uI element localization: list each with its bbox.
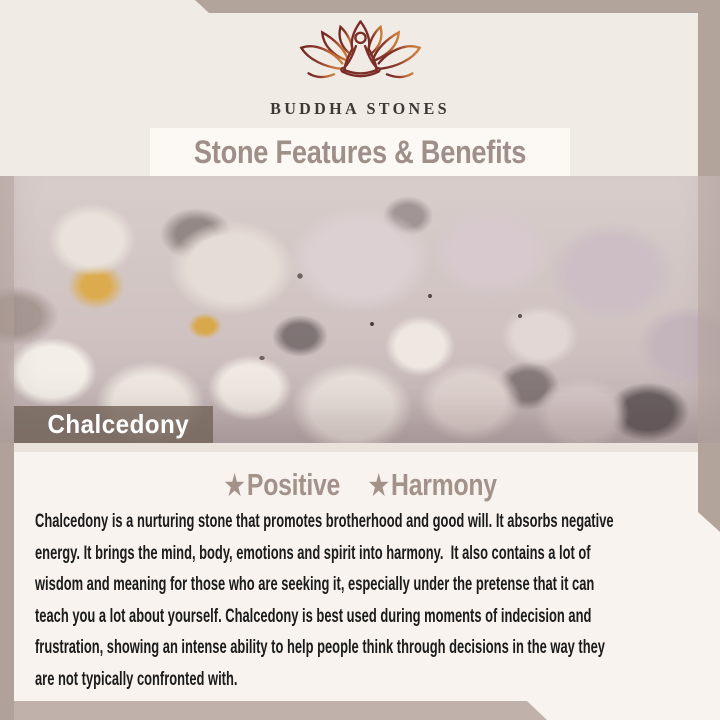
brand-header xyxy=(0,0,720,128)
brand-name: BUDDHA STONES xyxy=(270,99,450,118)
description-line-2: energy. It brings the mind, body, emotions and spirit into harmony. It also contains a lot of xyxy=(35,542,591,564)
star-icon: ★ xyxy=(223,467,247,503)
feature-positive xyxy=(223,463,340,507)
title-panel xyxy=(150,128,570,176)
frame-right-band xyxy=(698,0,720,176)
lotus-meditation-icon xyxy=(283,16,438,98)
frame-right-band-overlay xyxy=(698,176,720,443)
frame-left-band xyxy=(0,443,14,720)
description-line-4: teach you a lot about yourself. Chalcedony is best used during moments of indecision and xyxy=(35,605,592,627)
frame-left-band-overlay xyxy=(0,176,14,443)
description-line-6: are not typically confronted with. xyxy=(35,668,238,690)
feature-harmony xyxy=(367,463,497,507)
feature-label: Positive xyxy=(246,467,341,502)
stone-name: Chalcedony xyxy=(47,409,190,439)
feature-label: Harmony xyxy=(391,467,497,502)
star-icon: ★ xyxy=(367,467,391,503)
stone-name-label xyxy=(14,406,213,443)
stone-description xyxy=(35,506,705,695)
photo-shadow-strip xyxy=(0,443,720,452)
description-line-1: Chalcedony is a nurturing stone that promotes brotherhood and good will. It absorbs negative xyxy=(35,511,614,532)
stone-photo xyxy=(0,176,720,443)
description-line-3: wisdom and meaning for those who are seeking it, especially under the pretense that it can xyxy=(35,574,595,595)
section-title: Stone Features & Benefits xyxy=(193,134,527,170)
description-line-5: frustration, showing an intense ability to help people think through decisions in the way they xyxy=(35,637,605,658)
features-row xyxy=(72,463,648,507)
